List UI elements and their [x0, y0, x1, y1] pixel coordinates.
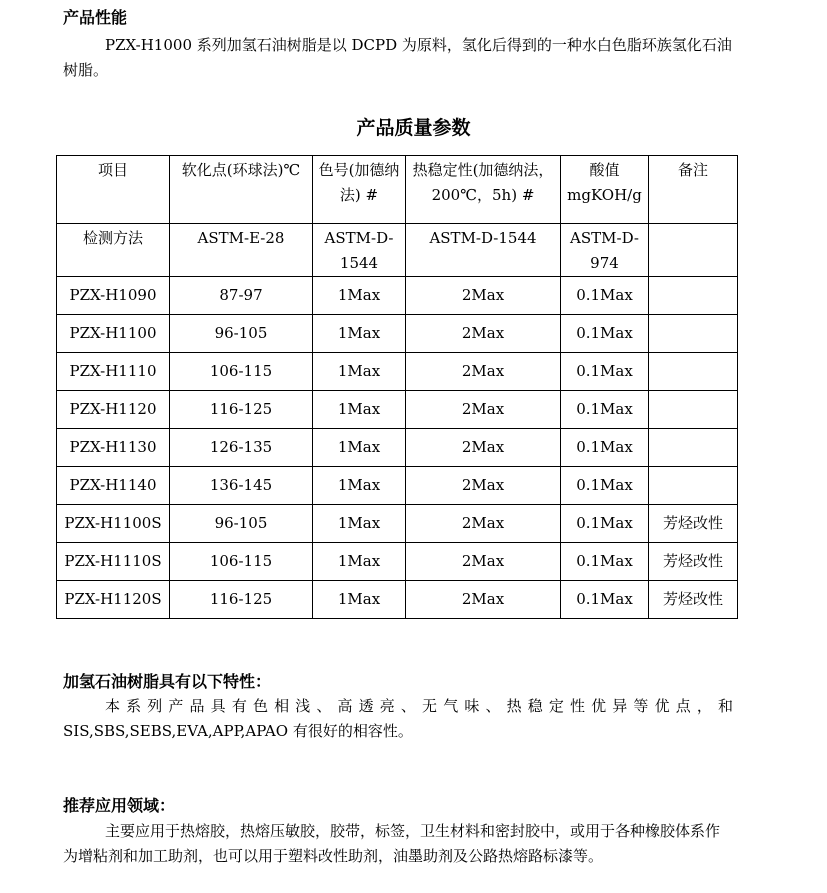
- table-row: [57, 505, 738, 543]
- section-heading-performance: 产品性能: [63, 8, 128, 27]
- features-line-1: 本系列产品具有色相浅、高透亮、无气味、热稳定性优异等优点，和: [105, 697, 733, 715]
- cell-thermal-stability: 2Max: [406, 429, 561, 467]
- method-cell-remarks: [649, 224, 738, 277]
- cell-acid-value: 0.1Max: [561, 353, 649, 391]
- table-row: [57, 467, 738, 505]
- cell-softening-point: 87-97: [170, 277, 313, 315]
- cell-remarks: [649, 467, 738, 505]
- cell-softening-point: 96-105: [170, 315, 313, 353]
- header-cell-color: 色号(加德纳法) #: [313, 156, 406, 224]
- cell-acid-value: 0.1Max: [561, 391, 649, 429]
- cell-remarks: 芳烃改性: [649, 505, 738, 543]
- cell-acid-value: 0.1Max: [561, 543, 649, 581]
- test-method-row: [57, 224, 738, 277]
- cell-acid-value: 0.1Max: [561, 505, 649, 543]
- cell-remarks: [649, 429, 738, 467]
- cell-softening-point: 96-105: [170, 505, 313, 543]
- cell-remarks: 芳烃改性: [649, 543, 738, 581]
- performance-description: PZX-H1000 系列加氢石油树脂是以 DCPD 为原料，氢化后得到的一种水白色脂环族氢化石油树脂。: [63, 36, 732, 79]
- cell-thermal-stability: 2Max: [406, 467, 561, 505]
- table-row: [57, 543, 738, 581]
- table-row: [57, 277, 738, 315]
- method-cell-thermal-stability: ASTM-D-1544: [406, 224, 561, 277]
- cell-model: PZX-H1120S: [57, 581, 170, 619]
- cell-acid-value: 0.1Max: [561, 467, 649, 505]
- table-row: [57, 353, 738, 391]
- cell-color: 1Max: [313, 581, 406, 619]
- header-cell-item: 项目: [57, 156, 170, 224]
- features-line-2: SIS,SBS,SEBS,EVA,APP,APAO 有很好的相容性。: [63, 722, 413, 740]
- applications-description: 主要应用于热熔胶，热熔压敏胶，胶带，标签，卫生材料和密封胶中，或用于各种橡胶体系作为增粘剂和加工助剂，也可以用于塑料改性助剂，油墨助剂及公路热熔路标漆等。: [63, 822, 721, 865]
- cell-color: 1Max: [313, 429, 406, 467]
- cell-model: PZX-H1140: [57, 467, 170, 505]
- cell-thermal-stability: 2Max: [406, 543, 561, 581]
- table-row: [57, 429, 738, 467]
- quality-parameters-table: [56, 155, 738, 619]
- table-title: 产品质量参数: [356, 117, 471, 139]
- cell-remarks: [649, 277, 738, 315]
- cell-remarks: [649, 353, 738, 391]
- cell-softening-point: 106-115: [170, 543, 313, 581]
- cell-softening-point: 106-115: [170, 353, 313, 391]
- cell-thermal-stability: 2Max: [406, 391, 561, 429]
- cell-remarks: 芳烃改性: [649, 581, 738, 619]
- cell-model: PZX-H1120: [57, 391, 170, 429]
- cell-thermal-stability: 2Max: [406, 315, 561, 353]
- cell-model: PZX-H1090: [57, 277, 170, 315]
- header-cell-thermal-stability: 热稳定性(加德纳法，200℃，5h) #: [406, 156, 561, 224]
- section-heading-features: 加氢石油树脂具有以下特性：: [63, 672, 272, 691]
- section-heading-applications: 推荐应用领域：: [63, 796, 176, 815]
- cell-thermal-stability: 2Max: [406, 505, 561, 543]
- cell-model: PZX-H1110S: [57, 543, 170, 581]
- cell-acid-value: 0.1Max: [561, 315, 649, 353]
- cell-model: PZX-H1130: [57, 429, 170, 467]
- cell-remarks: [649, 391, 738, 429]
- method-cell-label: 检测方法: [57, 224, 170, 277]
- table-header-row: [57, 156, 738, 224]
- table-row: [57, 391, 738, 429]
- cell-color: 1Max: [313, 543, 406, 581]
- cell-softening-point: 136-145: [170, 467, 313, 505]
- cell-softening-point: 116-125: [170, 581, 313, 619]
- cell-color: 1Max: [313, 505, 406, 543]
- cell-softening-point: 116-125: [170, 391, 313, 429]
- cell-color: 1Max: [313, 315, 406, 353]
- cell-softening-point: 126-135: [170, 429, 313, 467]
- method-cell-softening-point: ASTM-E-28: [170, 224, 313, 277]
- cell-remarks: [649, 315, 738, 353]
- cell-model: PZX-H1100S: [57, 505, 170, 543]
- table-row: [57, 581, 738, 619]
- cell-acid-value: 0.1Max: [561, 277, 649, 315]
- header-cell-acid-value: 酸值 mgKOH/g: [561, 156, 649, 224]
- cell-color: 1Max: [313, 277, 406, 315]
- cell-color: 1Max: [313, 353, 406, 391]
- cell-color: 1Max: [313, 467, 406, 505]
- table-row: [57, 315, 738, 353]
- header-cell-softening-point: 软化点(环球法)℃: [170, 156, 313, 224]
- cell-acid-value: 0.1Max: [561, 581, 649, 619]
- cell-thermal-stability: 2Max: [406, 277, 561, 315]
- cell-color: 1Max: [313, 391, 406, 429]
- cell-acid-value: 0.1Max: [561, 429, 649, 467]
- method-cell-color: ASTM-D-1544: [313, 224, 406, 277]
- cell-model: PZX-H1100: [57, 315, 170, 353]
- cell-thermal-stability: 2Max: [406, 353, 561, 391]
- cell-model: PZX-H1110: [57, 353, 170, 391]
- method-cell-acid-value: ASTM-D-974: [561, 224, 649, 277]
- cell-thermal-stability: 2Max: [406, 581, 561, 619]
- header-cell-remarks: 备注: [649, 156, 738, 224]
